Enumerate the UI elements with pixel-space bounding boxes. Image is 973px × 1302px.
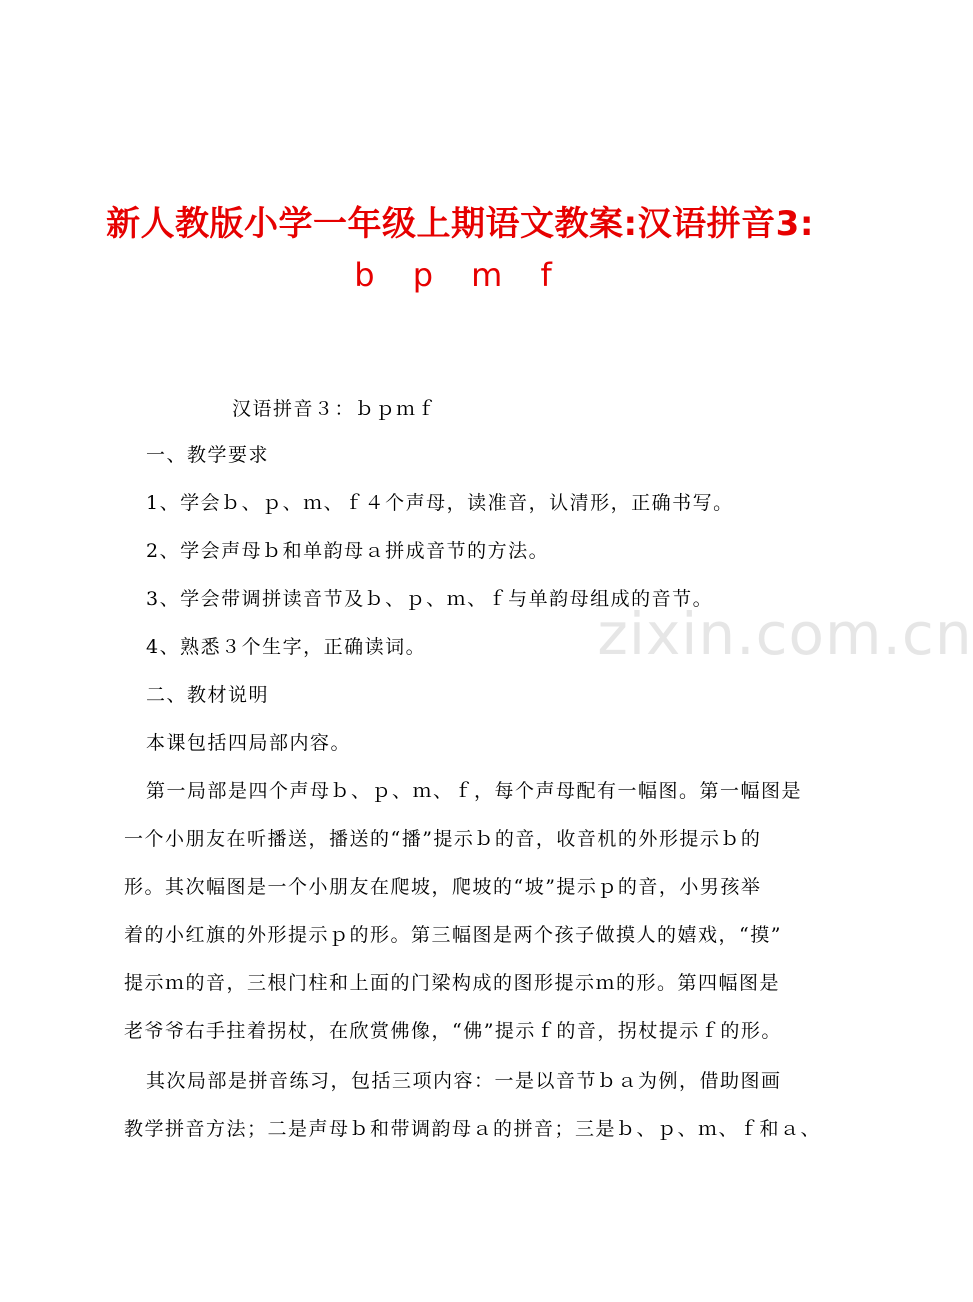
lesson-subtitle: 汉语拼音３：ｂｐｍｆ bbox=[232, 398, 438, 420]
paragraph-part1-line: 形。其次幅图是一个小朋友在爬坡，爬坡的“坡”提示ｐ的音，小男孩举 bbox=[124, 876, 762, 898]
paragraph-part1-line: 提示ｍ的音，三根门柱和上面的门梁构成的图形提示ｍ的形。第四幅图是 bbox=[124, 972, 781, 994]
paragraph-part1-line: 一个小朋友在听播送，播送的“播”提示ｂ的音，收音机的外形提示ｂ的 bbox=[124, 828, 762, 850]
requirement-item-1: 1、学会ｂ、ｐ、ｍ、ｆ４个声母，读准音，认清形，正确书写。 bbox=[146, 492, 734, 514]
section-heading-requirements: 一、教学要求 bbox=[146, 444, 270, 466]
requirement-item-2: 2、学会声母ｂ和单韵母ａ拼成音节的方法。 bbox=[146, 540, 550, 562]
paragraph-part1-line: 老爷爷右手拄着拐杖，在欣赏佛像，“佛”提示ｆ的音，拐杖提示ｆ的形。 bbox=[124, 1020, 782, 1042]
watermark: www.zixin.com.cn bbox=[438, 600, 973, 668]
requirement-item-3: 3、学会带调拼读音节及ｂ、ｐ、ｍ、ｆ与单韵母组成的音节。 bbox=[146, 588, 714, 610]
paragraph-part1-line: 第一局部是四个声母ｂ、ｐ、ｍ、ｆ，每个声母配有一幅图。第一幅图是 bbox=[146, 780, 803, 802]
paragraph-part2-line: 教学拼音方法；二是声母ｂ和带调韵母ａ的拼音；三是ｂ、ｐ、ｍ、ｆ和ａ、 bbox=[124, 1118, 822, 1140]
requirement-item-4: 4、熟悉３个生字，正确读词。 bbox=[146, 636, 427, 658]
paragraph-part1-line: 着的小红旗的外形提示ｐ的形。第三幅图是两个孩子做摸人的嬉戏，“摸” bbox=[124, 924, 782, 946]
document-title-line-2: b p m f bbox=[354, 256, 566, 294]
paragraph-part2-line: 其次局部是拼音练习，包括三项内容：一是以音节ｂａ为例，借助图画 bbox=[146, 1070, 782, 1092]
paragraph-intro: 本课包括四局部内容。 bbox=[146, 732, 352, 754]
section-heading-materials: 二、教材说明 bbox=[146, 684, 270, 706]
document-title-line-1: 新人教版小学一年级上期语文教案:汉语拼音3: bbox=[106, 204, 814, 244]
